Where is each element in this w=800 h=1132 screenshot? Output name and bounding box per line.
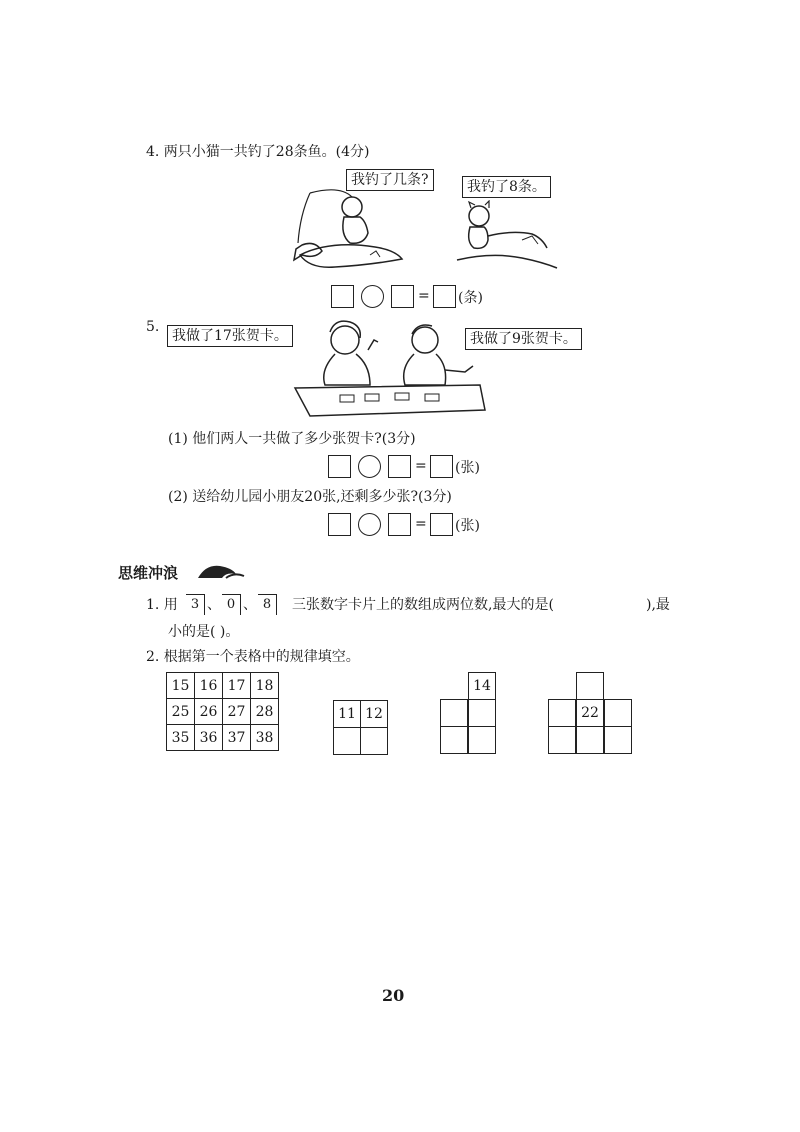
grid-cell: 25 [167,699,195,725]
card-separator-2: 、 [243,597,257,613]
q5-sub1-operator-circle[interactable] [358,455,381,478]
children-making-cards-illustration [290,310,490,420]
t2-label: 2. 根据第一个表格中的规律填空。 [146,649,360,665]
grid3-blank-cell[interactable] [468,699,496,727]
grid4-blank-cell[interactable] [604,699,632,727]
grid-cell: 17 [223,673,251,699]
q5-sub2-answer-box-1[interactable] [328,513,351,536]
grid3-given-cell: 14 [468,672,496,700]
card-separator-1: 、 [207,597,221,613]
standing-cat-illustration [452,200,562,275]
page-number: 20 [382,986,405,1005]
grid2-blank-cell[interactable] [333,727,361,755]
grid-cell: 38 [251,725,279,751]
q4-bubble-right: 我钓了8条。 [462,176,551,198]
grid2-given-cell: 12 [360,700,388,728]
q5-sub2-unit: (张) [455,518,480,534]
q4-operator-circle[interactable] [361,285,384,308]
grid4-blank-cell[interactable] [548,699,576,727]
grid-cell: 28 [251,699,279,725]
grid3-blank-cell[interactable] [440,699,468,727]
t1-answer-blank-max[interactable] [596,610,642,611]
q5-sub1-answer-box-1[interactable] [328,455,351,478]
q5-sub2-operator-circle[interactable] [358,513,381,536]
grid-cell: 36 [195,725,223,751]
number-grid-reference [166,672,279,751]
q4-answer-box-1[interactable] [331,285,354,308]
q5-number: 5. [146,319,160,335]
grid4-blank-cell[interactable] [548,726,576,754]
q4-equals-sign: = [418,288,430,304]
t1-line2: 小的是( )。 [168,624,240,640]
q5-sub1-answer-box-3[interactable] [430,455,453,478]
q4-label: 4. 两只小猫一共钓了28条鱼。(4分) [146,144,370,160]
grid3-blank-cell[interactable] [440,726,468,754]
q5-sub1-equals-sign: = [415,458,427,474]
q5-sub2-text: (2) 送给幼儿园小朋友20张,还剩多少张?(3分) [168,489,452,505]
grid-cell: 35 [167,725,195,751]
q4-bubble-left: 我钓了几条? [346,169,434,191]
grid-cell: 26 [195,699,223,725]
t1-text-a: 三张数字卡片上的数组成两位数,最大的是( [292,597,554,613]
grid-cell: 15 [167,673,195,699]
q5-sub1-text: (1) 他们两人一共做了多少张贺卡?(3分) [168,431,416,447]
grid4-blank-cell[interactable] [604,726,632,754]
q4-answer-box-3[interactable] [433,285,456,308]
grid4-given-cell: 22 [576,699,604,727]
section-title: 思维冲浪 [118,564,179,582]
q5-sub2-answer-box-3[interactable] [430,513,453,536]
fishing-cat-illustration [280,185,410,275]
digit-card-2: 0 [222,594,241,615]
grid-cell: 27 [223,699,251,725]
digit-card-3: 8 [258,594,277,615]
grid4-blank-cell[interactable] [576,672,604,700]
t1-text-b: ),最 [646,597,670,613]
grid-cell: 37 [223,725,251,751]
t1-prefix: 1. 用 [146,597,178,613]
q4-answer-box-2[interactable] [391,285,414,308]
q4-unit: (条) [458,290,483,306]
grid2-given-cell: 11 [333,700,361,728]
wave-surf-icon [196,560,246,582]
grid-cell: 18 [251,673,279,699]
q5-sub1-answer-box-2[interactable] [388,455,411,478]
digit-card-1: 3 [186,594,205,615]
grid-cell: 16 [195,673,223,699]
q5-sub1-unit: (张) [455,460,480,476]
grid3-blank-cell[interactable] [468,726,496,754]
digit-cards [186,594,286,616]
q5-bubble-right: 我做了9张贺卡。 [465,328,582,350]
grid4-blank-cell[interactable] [576,726,604,754]
grid2-blank-cell[interactable] [360,727,388,755]
q5-sub2-answer-box-2[interactable] [388,513,411,536]
q5-sub2-equals-sign: = [415,516,427,532]
q5-bubble-left: 我做了17张贺卡。 [167,325,293,347]
